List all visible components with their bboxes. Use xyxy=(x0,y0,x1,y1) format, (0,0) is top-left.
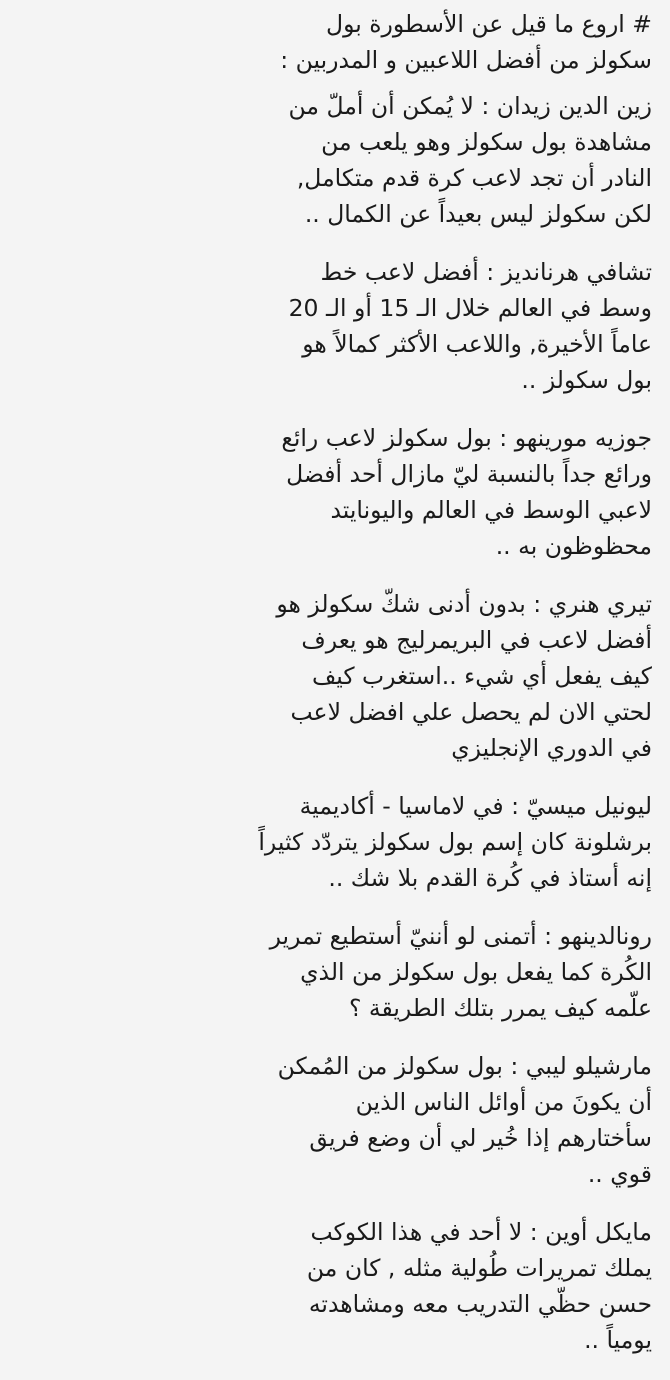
quote-zidane xyxy=(252,88,652,232)
quote-mourinho xyxy=(252,420,652,564)
header-line: # اروع ما قيل عن الأسطورة بول xyxy=(326,10,652,38)
quote-line: سأختارهم إذا خُير لي أن وضع فريق xyxy=(309,1124,652,1152)
quote-line: حسن حظّي التدريب معه ومشاهدته xyxy=(308,1290,652,1318)
post-text xyxy=(252,6,652,1380)
quote-lippi xyxy=(252,1048,652,1192)
quote-henry xyxy=(252,586,652,766)
header-line: سكولز من أفضل اللاعبين و المدربين : xyxy=(280,46,652,74)
quote-line: مشاهدة بول سكولز وهو يلعب من xyxy=(321,128,652,156)
quote-line: رونالدينهو : أتمنى لو أننيّ أستطيع تمرير xyxy=(269,922,652,950)
quote-messi xyxy=(252,788,652,896)
quote-line: علّمه كيف يمرر بتلك الطريقة ؟ xyxy=(348,994,652,1022)
quote-line: ليونيل ميسيّ : في لاماسيا - أكاديمية xyxy=(299,792,652,820)
quote-line: لحتي الان لم يحصل علي افضل لاعب xyxy=(290,698,652,726)
quote-line: محظوظون به .. xyxy=(495,532,652,560)
quote-line: أفضل لاعب في البريمرليج هو يعرف xyxy=(301,626,652,654)
quote-line: برشلونة كان إسم بول سكولز يتردّد كثيراً xyxy=(258,828,652,856)
quote-line: إنه أستاذ في كُرة القدم بلا شك .. xyxy=(328,864,652,892)
quote-line: ورائع جداً بالنسبة ليّ مازال أحد أفضل xyxy=(286,460,652,488)
quote-line: مايكل أوين : لا أحد في هذا الكوكب xyxy=(310,1218,652,1246)
quote-line: زين الدين زيدان : لا يُمكن أن أملّ من xyxy=(288,92,652,120)
quote-line: يملك تمريرات طُولية مثله , كان من xyxy=(306,1254,652,1282)
quote-line: مارشيلو ليبي : بول سكولز من المُمكن xyxy=(277,1052,652,1080)
quote-ronaldinho xyxy=(252,918,652,1026)
quote-line: كيف يفعل أي شيء ..استغرب كيف xyxy=(311,662,652,690)
quote-line: وسط في العالم خلال الـ 15 أو الـ 20 xyxy=(288,294,652,322)
quote-owen xyxy=(252,1214,652,1358)
quote-line: عاماً الأخيرة, واللاعب الأكثر كمالاً هو xyxy=(302,330,652,358)
quote-line: النادر أن تجد لاعب كرة قدم متكامل, xyxy=(296,164,652,192)
quote-line: الكُرة كما يفعل بول سكولز من الذي xyxy=(300,958,652,986)
quote-line: في الدوري الإنجليزي xyxy=(451,734,652,762)
quote-line: جوزيه مورينهو : بول سكولز لاعب رائع xyxy=(281,424,652,452)
quote-line: لكن سكولز ليس بعيداً عن الكمال .. xyxy=(304,200,652,228)
quote-line: تيري هنري : بدون أدنى شكّ سكولز هو xyxy=(276,590,652,618)
quote-line: تشافي هرنانديز : أفضل لاعب خط xyxy=(320,258,652,286)
post-header xyxy=(252,6,652,78)
quote-line: قوي .. xyxy=(587,1160,652,1188)
quote-xavi xyxy=(252,254,652,398)
quote-line: أن يكونَ من أوائل الناس الذين xyxy=(355,1088,652,1116)
quote-line: لاعبي الوسط في العالم واليونايتد xyxy=(330,496,652,524)
quote-line: بول سكولز .. xyxy=(521,366,652,394)
quote-line: يومياً .. xyxy=(584,1326,652,1354)
